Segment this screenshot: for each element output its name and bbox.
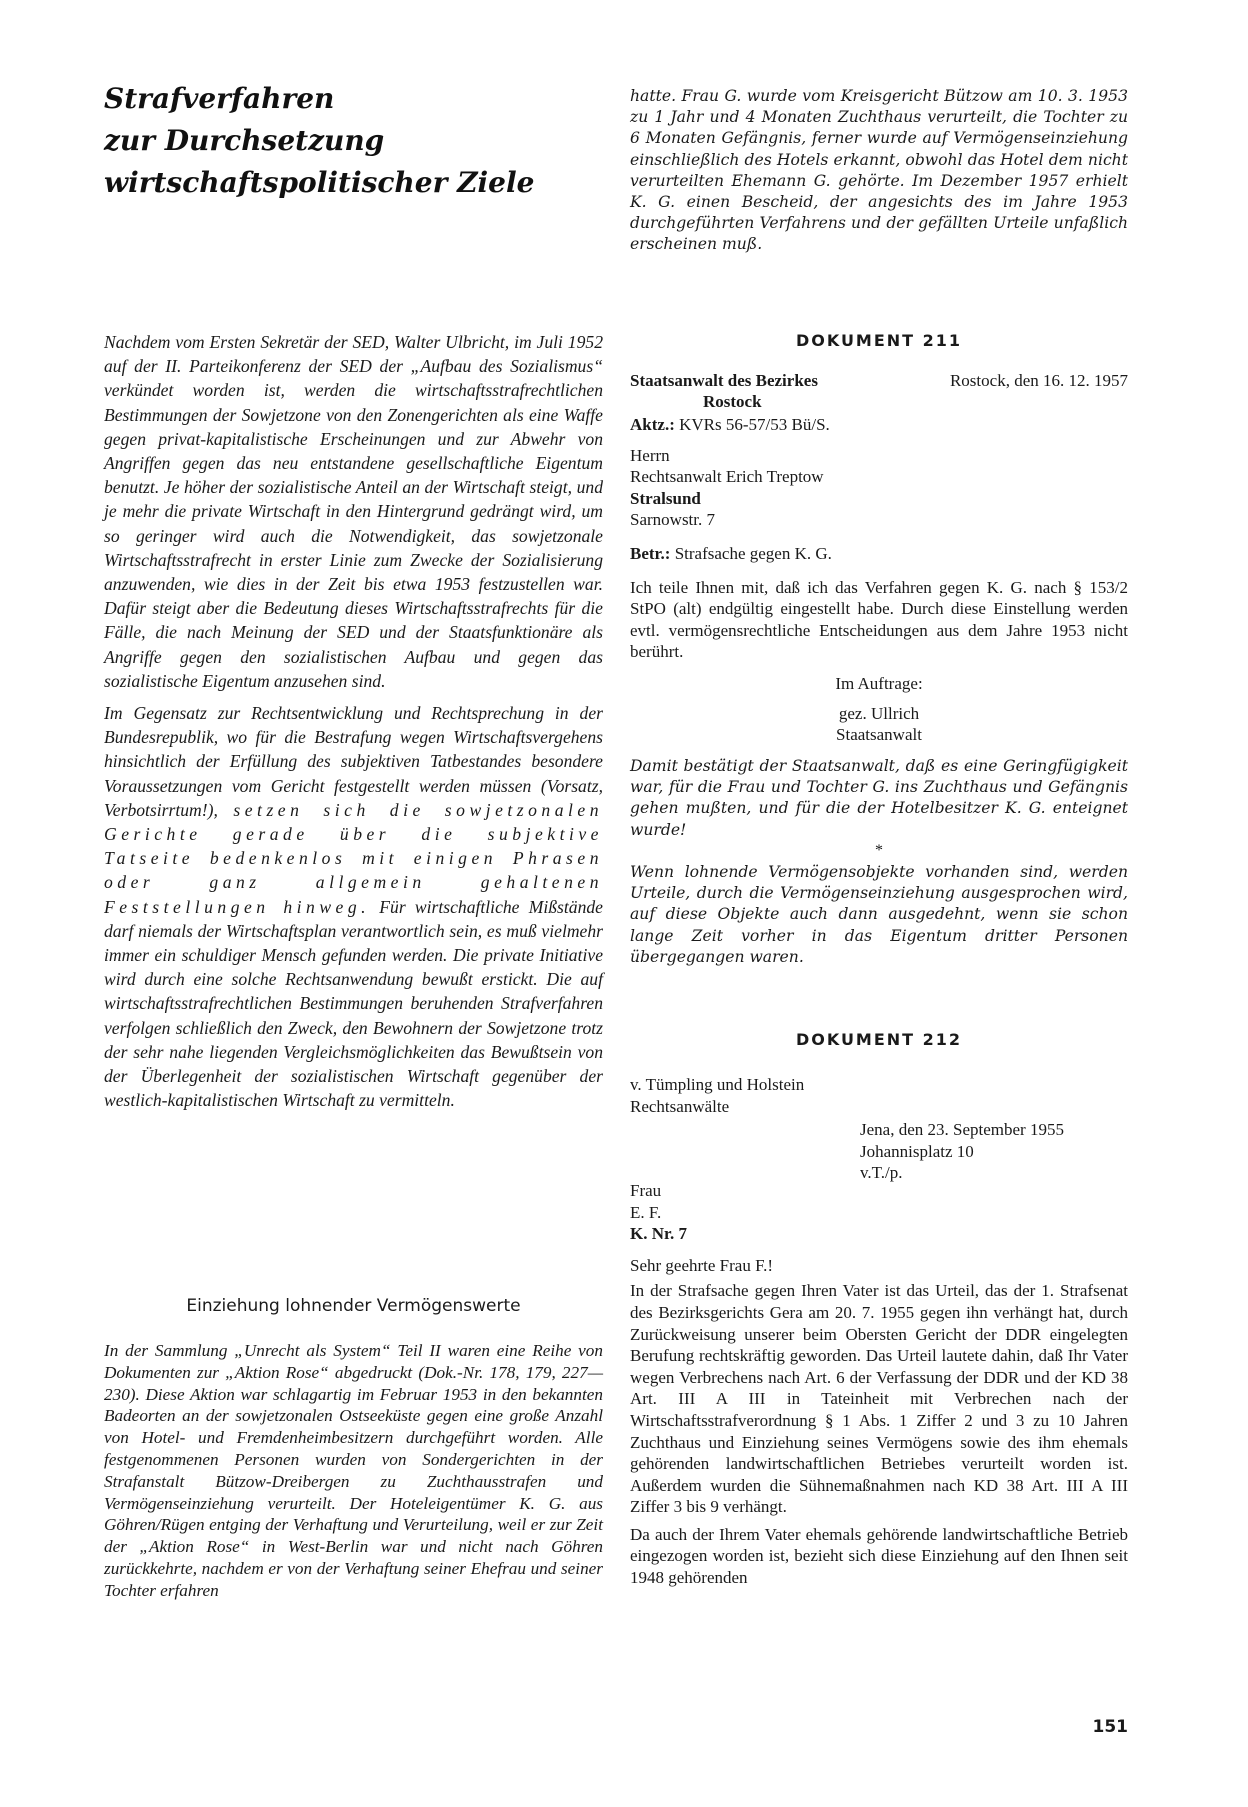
doc211-betr-label: Betr.: <box>630 543 671 563</box>
doc211-address <box>630 445 1128 531</box>
doc211-addr-2: Rechtsanwalt Erich Treptow <box>630 467 824 487</box>
doc211-sender: Staatsanwalt des Bezirkes <box>630 371 818 390</box>
doc211-comment: Damit bestätigt der Staatsanwalt, daß es eine Geringfügigkeit war, für die Frau und Tochter G. ins Zuchthaus und Gefängnis gehen mußten, und für die der Hotelbesitzer K. G. enteignet wurde! <box>630 757 1128 839</box>
doc212-addr-2: E. F. <box>630 1202 662 1222</box>
title-line-1: Strafverfahren <box>104 82 335 115</box>
doc212-salutation: Sehr geehrte Frau F.! <box>630 1255 774 1275</box>
doc211-place-date: Rostock, den 16. 12. 1957 <box>949 371 1128 390</box>
doc212-street: Johannisplatz 10 <box>860 1141 974 1161</box>
doc212-sender-1: v. Tümpling und Holstein <box>630 1075 805 1094</box>
doc211-sender-city: Rostock <box>703 392 762 411</box>
intro-paragraph: Nachdem vom Ersten Sekretär der SED, Walter Ulbricht, im Juli 1952 auf der II. Parteikonferenz der SED der „Aufbau des Sozialismus“ verkündet worden ist, werden die wirtschaftsstrafrechtlichen Bestimmungen der Sowjetzone von den Zonengerichten als eine Waffe gegen privat-kapitalistische Erscheinungen und zur Abwehr von Angriffen gegen das neu entstandene gesellschaftliche Eigentum benutzt. Je höher der sozialistische Anteil an der Wirtschaft steigt, und je mehr die private Wirtschaft in den Hintergrund gedrängt wird, um so geringer wird auch die Notwendigkeit, das sowjetzonale Wirtschaftsstrafrecht in erster Linie zum Zwecke der Sozialisierung anzuwenden, wie dies in der Zeit bis etwa 1953 festzustellen war. Dafür steigt aber die Bedeutung dieses Wirtschaftsstrafrechts für die Fälle, die nach Meinung der SED und der Staatsfunktionäre als Angriffe gegen den sozialistischen Aufbau und gegen das sozialistische Eigentum anzusehen sind. <box>104 332 603 691</box>
doc212-addr-3: K. Nr. 7 <box>630 1224 687 1244</box>
doc212-body-2: Da auch der Ihrem Vater ehemals gehörende landwirtschaftliche Betrieb eingezogen worden ist, bezieht sich diese Einziehung auf den Ihnen seit 1948 gehörenden <box>630 1524 1128 1588</box>
title-line-3: wirtschaftspolitischer Ziele <box>104 166 535 199</box>
doc211-addr-4: Sarnowstr. 7 <box>630 510 715 530</box>
doc211-betr <box>630 543 1128 565</box>
contrast-emphasis: setzen sich die sowjetzonalen Gerichte gerade über die subjektive Tatseite bedenkenlos mit einigen Phrasen oder ganz allgemein gehaltenen Feststellungen hinweg. <box>104 799 603 917</box>
left-column <box>104 330 603 1113</box>
doc212-sender-2: Rechtsanwälte <box>630 1096 730 1116</box>
contrast-part-1: Im Gegensatz zur Rechtsentwicklung und Rechtsprechung in der Bundesrepublik, wo für die Bestrafung wegen Wirtschaftsvergehens hinsichtlich der Erfüllung des subjektiven Tatbestandes besondere Voraussetzungen vom Gericht festgestellt werden müssen (Vorsatz, Verbotsirrtum!), <box>104 703 603 820</box>
doc211-closing-3: Staatsanwalt <box>836 725 922 745</box>
document-211 <box>630 370 1128 746</box>
page-title <box>104 78 574 204</box>
contrast-part-3: Für wirtschaftliche Mißstände darf niemals der Wirtschaftsplan verantwortlich sein, es muß vielmehr immer ein schuldiger Mensch gefunden werden. Die private Initiative wird durch eine solche Rechtsanwendung bewußt erstickt. Die auf wirtschaftsstrafrechtlichen Bestimmungen beruhenden Strafverfahren verfolgen schließlich den Zweck, den Bewohnern der Sowjetzone trotz der sehr nahe liegenden Vergleichsmöglichkeiten das Bewußtsein von der Überlegenheit der sozialistischen Wirtschaft gegenüber der westlich-kapitalistischen Wirtschaft zu vermitteln. <box>104 896 603 1111</box>
document-212-heading: DOKUMENT 212 <box>795 1030 963 1049</box>
page-number: 151 <box>1092 1717 1128 1737</box>
doc211-closing-2: gez. Ullrich <box>838 703 920 723</box>
doc212-body-1: In der Strafsache gegen Ihren Vater ist das Urteil, das der 1. Strafsenat des Bezirksgerichts Gera am 20. 7. 1955 gegen ihn verhängt hat, durch Zurückweisung unserer beim Obersten Gericht der DDR eingelegten Berufung rechtskräftig geworden. Das Urteil lautete dahin, daß Ihr Vater wegen Verbrechens nach Art. 6 der Verfassung der DDR und der KD 38 Art. III A III in Tateinheit mit Verbrechen nach der Wirtschaftsstrafverordnung § 1 Abs. 1 Ziffer 2 und 3 zu 10 Jahren Zuchthaus und Einziehung seines Vermögens sowie des ihm ehemals gehörenden landwirtschaftlichen Betriebes verurteilt worden ist. Außerdem wurden die Sühnemaßnahmen nach KD 38 Art. III A III Ziffer 3 bis 9 verhängt. <box>630 1281 1128 1517</box>
doc211-aktz-value: KVRs 56-57/53 Bü/S. <box>679 415 830 434</box>
doc211-body: Ich teile Ihnen mit, daß ich das Verfahren gegen K. G. nach § 153/2 StPO (alt) endgültig eingestellt habe. Durch diese Einstellung werden evtl. vermögensrechtliche Entscheidungen aus dem Jahre 1953 nicht berührt. <box>630 577 1128 662</box>
continuation-paragraph: hatte. Frau G. wurde vom Kreisgericht Bützow am 10. 3. 1953 zu 1 Jahr und 4 Monaten Zuchthaus verurteilt, die Tochter zu 6 Monaten Gefängnis, ferner wurde auf Vermögenseinziehung einschließlich des Hotels erkannt, obwohl das Hotel dem nicht verurteilten Ehemann G. gehörte. Im Dezember 1957 erhielt K. G. einen Bescheid, der angesichts des im Jahre 1953 durchgeführten Verfahrens und der gefällten Urteile unfaßlich erscheinen muß. <box>630 87 1128 254</box>
doc212-address <box>630 1180 1128 1245</box>
title-line-2: zur Durchsetzung <box>104 124 385 157</box>
doc212-date: Jena, den 23. September 1955 <box>860 1120 1064 1140</box>
doc211-closing <box>630 673 1128 746</box>
doc211-aktz-label: Aktz.: <box>630 415 675 434</box>
subheading: Einziehung lohnender Vermögenswerte <box>186 1296 521 1316</box>
document-211-heading: DOKUMENT 211 <box>795 331 963 350</box>
section-star: * <box>875 842 883 859</box>
doc211-addr-1: Herrn <box>630 445 670 465</box>
aktion-rose-paragraph: In der Sammlung „Unrecht als System“ Teil II waren eine Reihe von Dokumenten zur „Aktion Rose“ abgedruckt (Dok.-Nr. 178, 179, 227—230). Diese Aktion war schlagartig im Februar 1953 in den bekannten Badeorten an der sowjetzonalen Ostseeküste gegen eine große Anzahl von Hotel- und Fremdenheimbesitzern durchgeführt worden. Alle festgenommenen Personen wurden von Sondergerichten in der Strafanstalt Bützow-Dreibergen zu Zuchthausstrafen und Vermögenseinziehung verurteilt. Der Hoteleigentümer K. G. aus Göhren/Rügen entging der Verhaftung und Verurteilung, weil er zur Zeit der „Aktion Rose“ in West-Berlin war und nicht nach Göhren zurückkehrte, nachdem er von der Verhaftung seiner Ehefrau und seiner Tochter erfahren <box>104 1341 603 1600</box>
doc211-addr-3: Stralsund <box>630 488 701 508</box>
doc212-addr-1: Frau <box>630 1180 662 1200</box>
doc211-closing-1: Im Auftrage: <box>835 673 923 693</box>
contrast-paragraph <box>104 701 603 1112</box>
doc211-betr-value: Strafsache gegen K. G. <box>674 543 832 563</box>
doc212-ref: v.T./p. <box>860 1163 903 1183</box>
doc211-comment-2: Wenn lohnende Vermögensobjekte vorhanden sind, werden Urteile, durch die Vermögenseinziehung ausgesprochen wird, auf diese Objekte auch dann ausgedehnt, wenn sie schon lange Zeit vorher in das Eigentum dritter Personen übergegangen waren. <box>630 863 1128 966</box>
doc212-header-right <box>860 1119 1128 1184</box>
doc211-header <box>630 370 1128 414</box>
document-212 <box>630 1074 1128 1589</box>
doc211-aktz <box>630 414 1128 436</box>
